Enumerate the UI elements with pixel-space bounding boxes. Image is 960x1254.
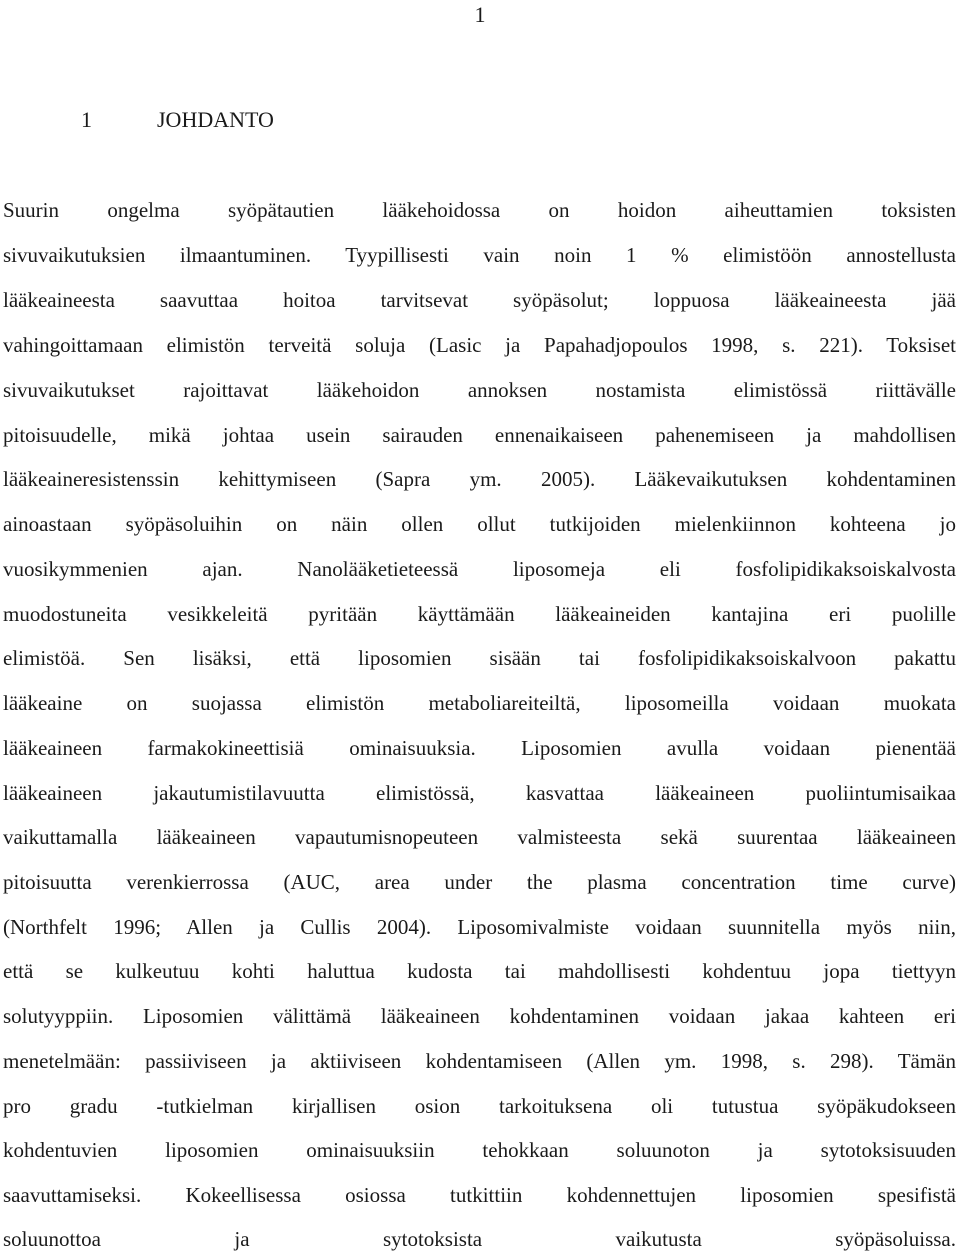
section-title: JOHDANTO [157, 107, 274, 132]
section-heading [81, 106, 274, 134]
paragraph-line: lääkeaineen jakautumistilavuutta elimistössä, kasvattaa lääkeaineen puoliintumisaikaa [3, 781, 956, 805]
page-number: 1 [474, 2, 486, 27]
paragraph-line: solutyyppiin. Liposomien välittämä lääkeaineen kohdentaminen voidaan jakaa kahteen eri [3, 1004, 956, 1028]
paragraph-line: lääkeaineen farmakokineettisiä ominaisuuksia. Liposomien avulla voidaan pienentää [3, 736, 956, 760]
paragraph-line: sivuvaikutukset rajoittavat lääkehoidon annoksen nostamista elimistössä riittävälle [3, 378, 956, 402]
paragraph-line: menetelmään: passiiviseen ja aktiiviseen kohdentamiseen (Allen ym. 1998, s. 298). Tämän [3, 1049, 956, 1073]
paragraph-line: soluunottoa ja sytotoksista vaikutusta syöpäsoluissa. [3, 1227, 956, 1251]
paragraph-line: (Northfelt 1996; Allen ja Cullis 2004). Liposomivalmiste voidaan suunnitella myös niin, [3, 915, 956, 939]
paragraph-line: ainoastaan syöpäsoluihin on näin ollen ollut tutkijoiden mielenkiinnon kohteena jo [3, 512, 956, 536]
paragraph-line: lääkeaine on suojassa elimistön metaboliareiteiltä, liposomeilla voidaan muokata [3, 691, 956, 715]
paragraph-line: lääkeaineesta saavuttaa hoitoa tarvitsevat syöpäsolut; loppuosa lääkeaineesta jää [3, 288, 956, 312]
paragraph-line: vuosikymmenien ajan. Nanolääketieteessä liposomeja eli fosfolipidikaksoiskalvosta [3, 557, 956, 581]
paragraph-line: kohdentuvien liposomien ominaisuuksiin tehokkaan soluunoton ja sytotoksisuuden [3, 1138, 956, 1162]
paragraph-line: pitoisuutta verenkierrossa (AUC, area under the plasma concentration time curve) [3, 870, 956, 894]
section-number: 1 [81, 107, 92, 132]
paragraph-line: pro gradu -tutkielman kirjallisen osion tarkoituksena oli tutustua syöpäkudokseen [3, 1094, 956, 1118]
paragraph-line: vahingoittamaan elimistön terveitä soluja (Lasic ja Papahadjopoulos 1998, s. 221). Toksiset [3, 333, 956, 357]
paragraph-line: vaikuttamalla lääkeaineen vapautumisnopeuteen valmisteesta sekä suurentaa lääkeaineen [3, 825, 956, 849]
paragraph-line: lääkeaineresistenssin kehittymiseen (Sapra ym. 2005). Lääkevaikutuksen kohdentaminen [3, 467, 956, 491]
paragraph-line: pitoisuudelle, mikä johtaa usein sairauden ennenaikaiseen pahenemiseen ja mahdollisen [3, 423, 956, 447]
paragraph-line: että se kulkeutuu kohti haluttua kudosta tai mahdollisesti kohdentuu jopa tiettyyn [3, 959, 956, 983]
paragraph-line: sivuvaikutuksien ilmaantuminen. Tyypillisesti vain noin 1 % elimistöön annostellusta [3, 243, 956, 267]
paragraph-line: muodostuneita vesikkeleitä pyritään käyttämään lääkeaineiden kantajina eri puolille [3, 602, 956, 626]
paragraph-line: Suurin ongelma syöpätautien lääkehoidossa on hoidon aiheuttamien toksisten [3, 198, 956, 222]
paragraph-line: elimistöä. Sen lisäksi, että liposomien sisään tai fosfolipidikaksoiskalvoon pakattu [3, 646, 956, 670]
paragraph-line: saavuttamiseksi. Kokeellisessa osiossa tutkittiin kohdennettujen liposomien spesifistä [3, 1183, 956, 1207]
